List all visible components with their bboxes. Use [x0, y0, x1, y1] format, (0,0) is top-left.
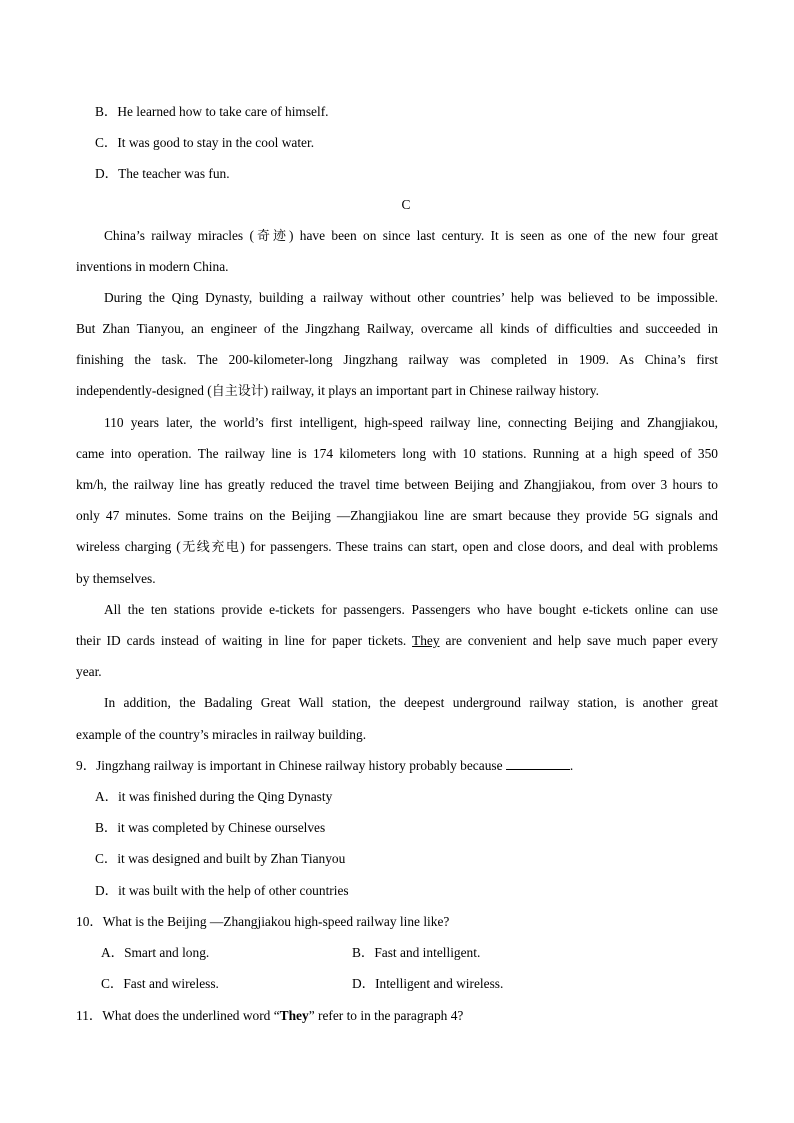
q9-option-c	[95, 850, 345, 868]
question-text: 9．Jingzhang railway is important in Chinese railway history probably because	[76, 758, 503, 773]
chinese-gloss: 奇迹	[253, 229, 289, 244]
prev-option-c	[95, 134, 314, 152]
text: their ID cards instead of waiting in line for paper tickets.	[76, 633, 413, 648]
p3-line2: came into operation. The railway line is 174 kilometers long with 10 stations. Running at a high speed of 350	[76, 446, 718, 461]
option-letter: D．	[95, 883, 119, 898]
text: ) railway, it plays an important part in Chinese railway history.	[263, 383, 599, 398]
option-text: Fast and wireless.	[123, 976, 219, 991]
text: are convenient and help save much paper every	[439, 633, 719, 648]
option-text: it was designed and built by Zhan Tianyou	[117, 851, 346, 866]
q9-option-b	[95, 819, 325, 837]
option-text: The teacher was fun.	[118, 166, 230, 181]
chinese-gloss: 无线充电	[180, 540, 241, 555]
text: ) have been on since last century. It is seen as one of the new four great	[288, 228, 718, 243]
chinese-gloss: 自主设计	[211, 384, 264, 399]
option-text: it was built with the help of other countries	[118, 883, 349, 898]
text: China’s railway miracles (	[104, 228, 254, 243]
p5-line2: example of the country’s miracles in railway building.	[76, 727, 367, 742]
question-10-stem: 10．What is the Beijing —Zhangjiakou high-speed railway line like?	[76, 914, 450, 929]
p4-line3: year.	[76, 664, 102, 679]
p3-line5	[76, 538, 718, 557]
p3-line1: 110 years later, the world’s first intelligent, high-speed railway line, connecting Beijing and Zhangjiakou,	[104, 415, 718, 430]
option-letter: B．	[95, 820, 118, 835]
bold-word: They	[279, 1008, 309, 1023]
option-letter: D．	[95, 166, 119, 181]
prev-option-b	[95, 103, 329, 121]
p1-line2: inventions in modern China.	[76, 259, 229, 274]
p4-line2	[76, 632, 718, 650]
p5-line1: In addition, the Badaling Great Wall station, the deepest underground railway station, is another great	[104, 695, 718, 710]
q10-option-b	[352, 944, 480, 962]
option-text: it was completed by Chinese ourselves	[117, 820, 326, 835]
option-text: Intelligent and wireless.	[375, 976, 504, 991]
option-letter: B．	[95, 104, 118, 119]
underlined-word: They	[412, 633, 440, 648]
text: ) for passengers. These trains can start, open and close doors, and deal with problems	[240, 539, 718, 554]
q9-option-d	[95, 882, 349, 900]
question-text: 11．What does the underlined word “	[76, 1008, 280, 1023]
option-letter: A．	[95, 789, 119, 804]
p2-line2: But Zhan Tianyou, an engineer of the Jingzhang Railway, overcame all kinds of difficulties and succeeded in	[76, 321, 718, 336]
q9-option-a	[95, 788, 332, 806]
option-letter: C．	[95, 851, 118, 866]
p3-line3: km/h, the railway line has greatly reduced the travel time between Beijing and Zhangjiakou, from over 3 hours to	[76, 477, 718, 492]
prev-option-d	[95, 165, 230, 183]
option-text: He learned how to take care of himself.	[117, 104, 329, 119]
p1-line1	[104, 227, 718, 246]
option-letter: D．	[352, 976, 376, 991]
option-letter: B．	[352, 945, 375, 960]
p3-line6: by themselves.	[76, 571, 156, 586]
question-text: ” refer to in the paragraph 4?	[308, 1008, 464, 1023]
option-text: It was good to stay in the cool water.	[117, 135, 315, 150]
option-letter: C．	[95, 135, 118, 150]
p2-line1: During the Qing Dynasty, building a railway without other countries’ help was believed to be impossible.	[104, 290, 718, 305]
q10-option-d	[352, 975, 503, 993]
p4-line1: All the ten stations provide e-tickets for passengers. Passengers who have bought e-tickets online can use	[104, 602, 718, 617]
option-text: Fast and intelligent.	[374, 945, 481, 960]
answer-blank	[506, 757, 570, 770]
p2-line4	[76, 382, 599, 401]
question-text-end: .	[569, 758, 574, 773]
question-11-stem	[76, 1007, 463, 1025]
option-letter: C．	[101, 976, 124, 991]
text: independently-designed (	[76, 383, 212, 398]
q10-option-a	[101, 944, 209, 962]
p3-line4: only 47 minutes. Some trains on the Beijing —Zhangjiakou line are smart because they provide 5G signals and	[76, 508, 718, 523]
option-text: Smart and long.	[124, 945, 210, 960]
question-9-stem	[76, 757, 573, 775]
section-label: C	[401, 197, 411, 212]
option-text: it was finished during the Qing Dynasty	[118, 789, 333, 804]
q10-option-c	[101, 975, 219, 993]
p2-line3: finishing the task. The 200-kilometer-long Jingzhang railway was completed in 1909. As China’s first	[76, 352, 718, 367]
option-letter: A．	[101, 945, 125, 960]
text: wireless charging (	[76, 539, 181, 554]
